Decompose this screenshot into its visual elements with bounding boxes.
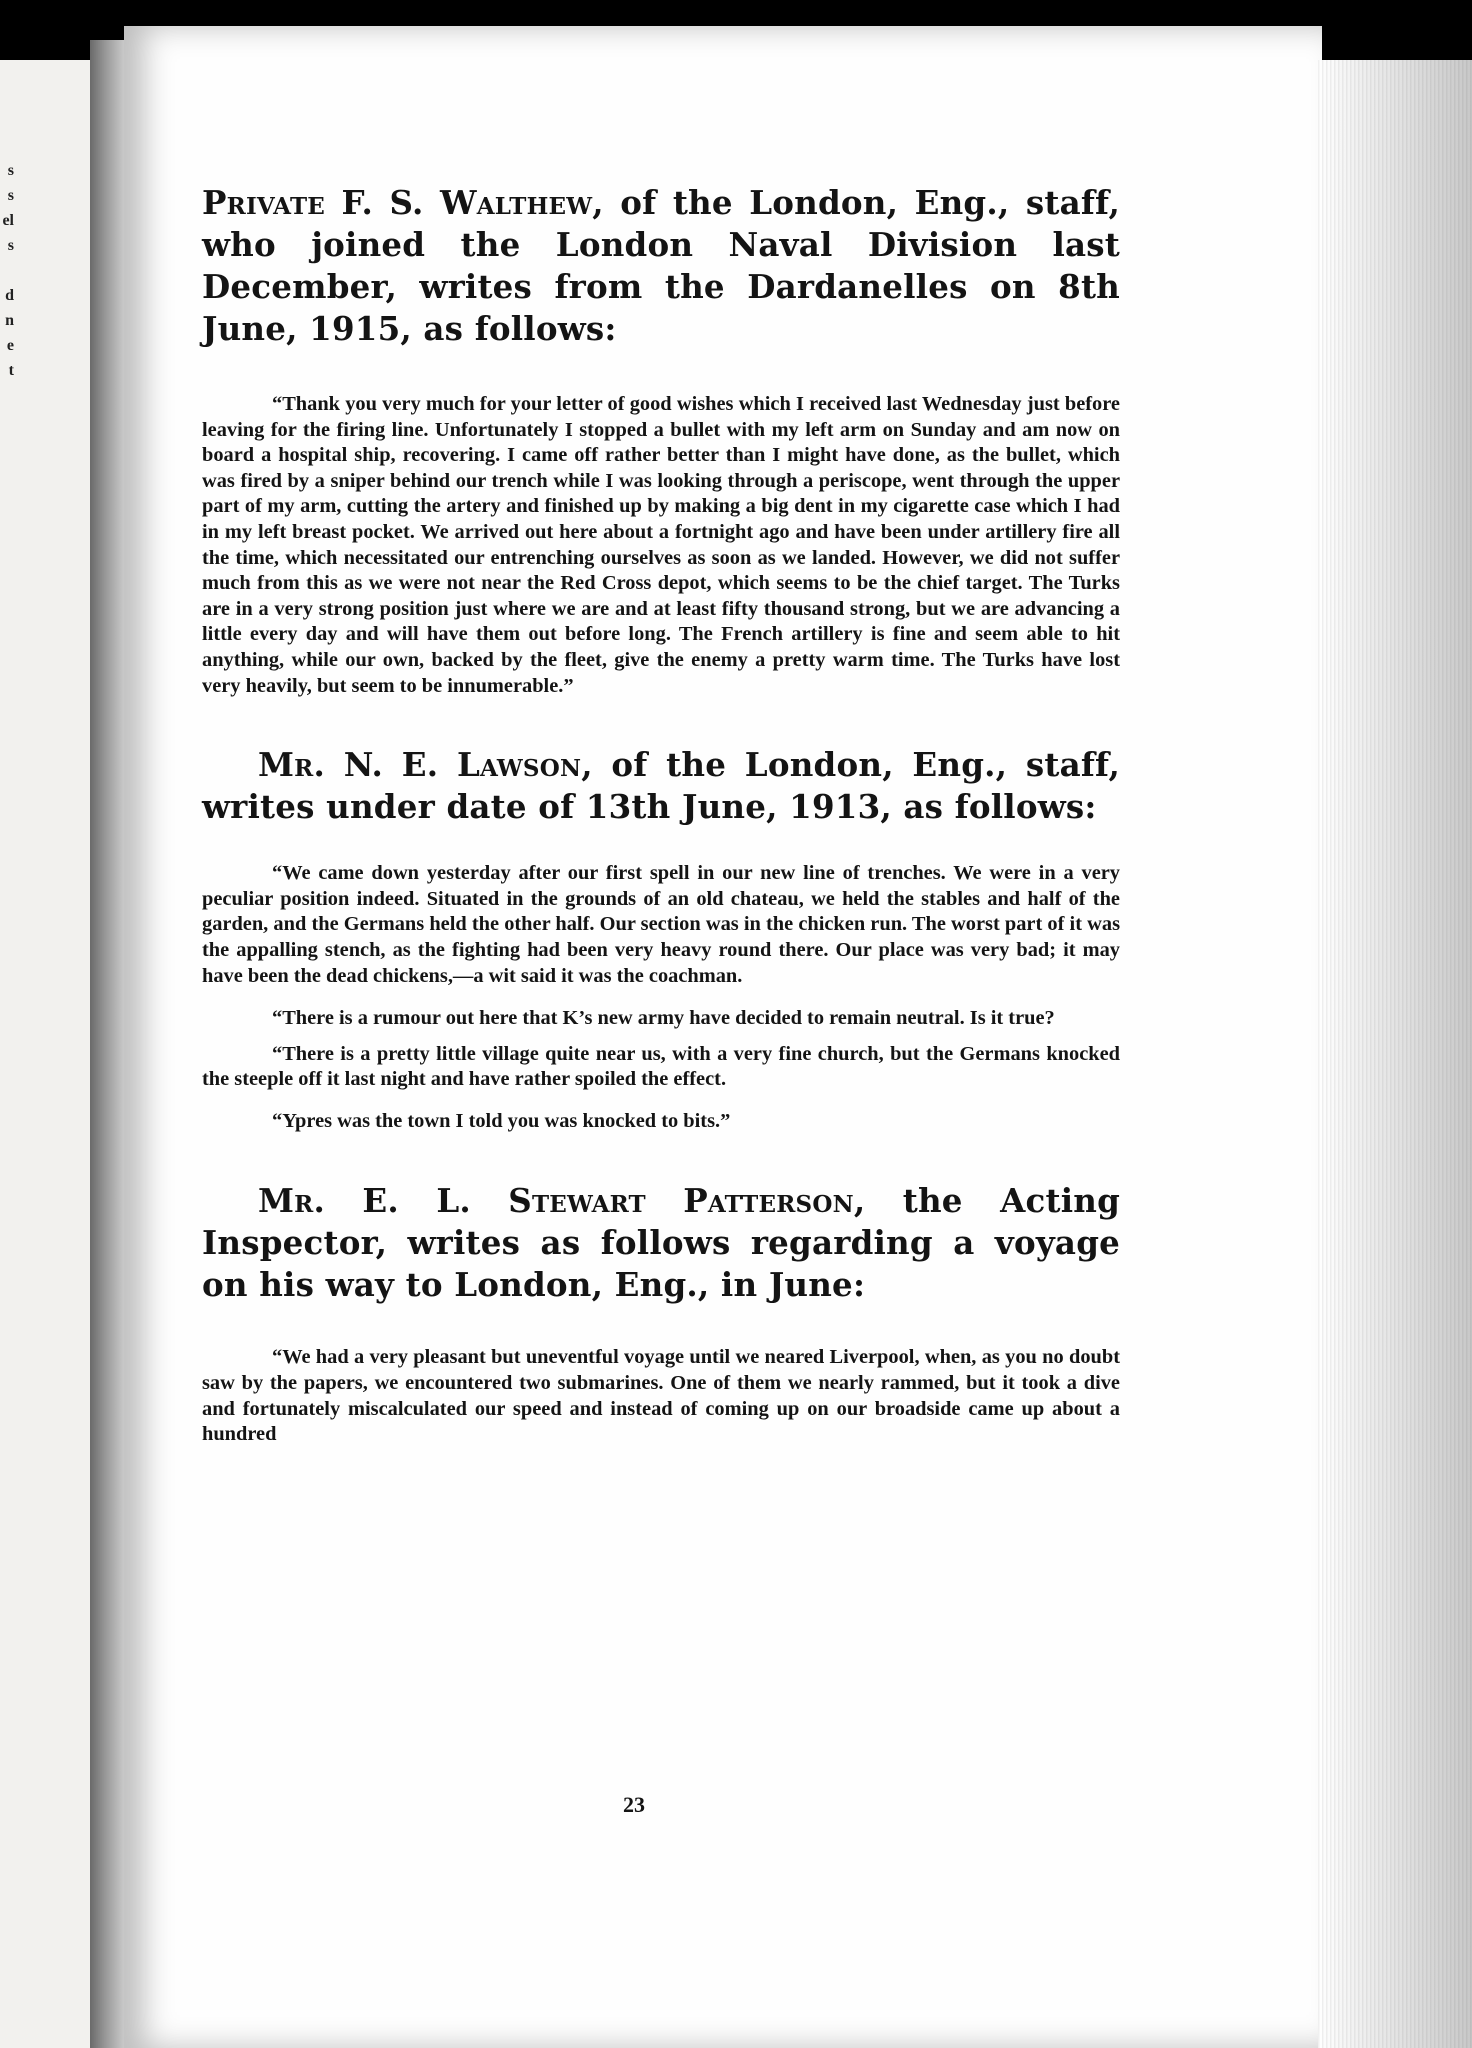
letter-paragraph: “There is a pretty little village quite near us, with a very fine church, but the Germans knocked the steeple off it last night and have rather spoiled the effect. (202, 1042, 1120, 1091)
fragment: t (8, 362, 14, 379)
fragment (0, 258, 14, 283)
page-content (202, 170, 1120, 1448)
heading-text: , of the London, Eng., staff, who joined the London Naval Division last December, writes from the Dardanelles on 8th June, 1915, as follows: (202, 183, 1121, 348)
fragment: el (2, 212, 14, 229)
fragment: n (5, 312, 14, 329)
section-heading-patterson (202, 1180, 1120, 1306)
letter-paragraph: “Ypres was the town I told you was knocked to bits.” (272, 1109, 731, 1132)
fragment: s (7, 187, 14, 204)
fragment: s (7, 237, 14, 254)
heading-text: , the Acting Inspector, writes as follows regarding a voyage on his way to London, Eng., in June: (202, 1181, 1120, 1305)
fragment: d (5, 287, 14, 304)
fragment: s (7, 162, 14, 179)
heading-name: Mr. N. E. Lawson (258, 745, 582, 785)
book-page-edges (1318, 60, 1472, 2048)
letter-paragraph: “There is a rumour out here that K’s new army have decided to remain neutral. Is it true? (272, 1007, 1055, 1030)
heading-text: , of the London, Eng., staff, writes under date of 13th June, 1913, as follows: (202, 745, 1120, 827)
previous-page-text-fragments (0, 158, 14, 383)
letter-paragraph: “We came down yesterday after our first spell in our new line of trenches. We were in a very peculiar position indeed. Situated in the grounds of an old chateau, we held the stables and half of the garden, and the Germans held the other half. Our section was in the chicken run. The worst part of it was the appalling stench, as the fighting had been very heavy round there. Our place was very bad; it may have been the dead chickens,—a wit said it was the coachman. (202, 862, 1120, 987)
page-number: 23 (623, 1792, 645, 1817)
fragment: e (6, 337, 14, 354)
section-heading-lawson (202, 744, 1120, 828)
letter-paragraph: “We had a very pleasant but uneventful voyage until we neared Liverpool, when, as you no doubt saw by the papers, we encountered two submarines. One of them we nearly rammed, but it took a dive and fortunately miscalculated our speed and instead of coming up on our broadside came up about a hundred (202, 1346, 1120, 1446)
letter-paragraph: “Thank you very much for your letter of good wishes which I received last Wednesday just before leaving for the firing line. Unfortunately I stopped a bullet with my left arm on Sunday and am now on board a hospital ship, recovering. I came off rather better than I might have done, as the bullet, which was fired by a sniper behind our trench while I was looking through a periscope, went through the upper part of my arm, cutting the artery and finished up by making a big dent in my cigarette case which I had in my left breast pocket. We arrived out here about a fortnight ago and have been under artillery fire all the time, which necessitated our entrenching ourselves as soon as we landed. However, we did not suffer much from this as we were not near the Red Cross depot, which seems to be the chief target. The Turks are in a very strong position just where we are and at least fifty thousand strong, but we are advancing a little every day and will have them out before long. The French artillery is fine and seem able to hit anything, while our own, backed by the fleet, give the enemy a pretty warm time. The Turks have lost very heavily, but seem to be innumerable.” (202, 393, 1120, 697)
heading-name: Mr. E. L. Stewart Patterson (258, 1181, 854, 1221)
section-heading-walthew (202, 182, 1120, 350)
heading-name: Private F. S. Walthew (202, 183, 593, 222)
previous-page-edge (0, 60, 96, 2048)
